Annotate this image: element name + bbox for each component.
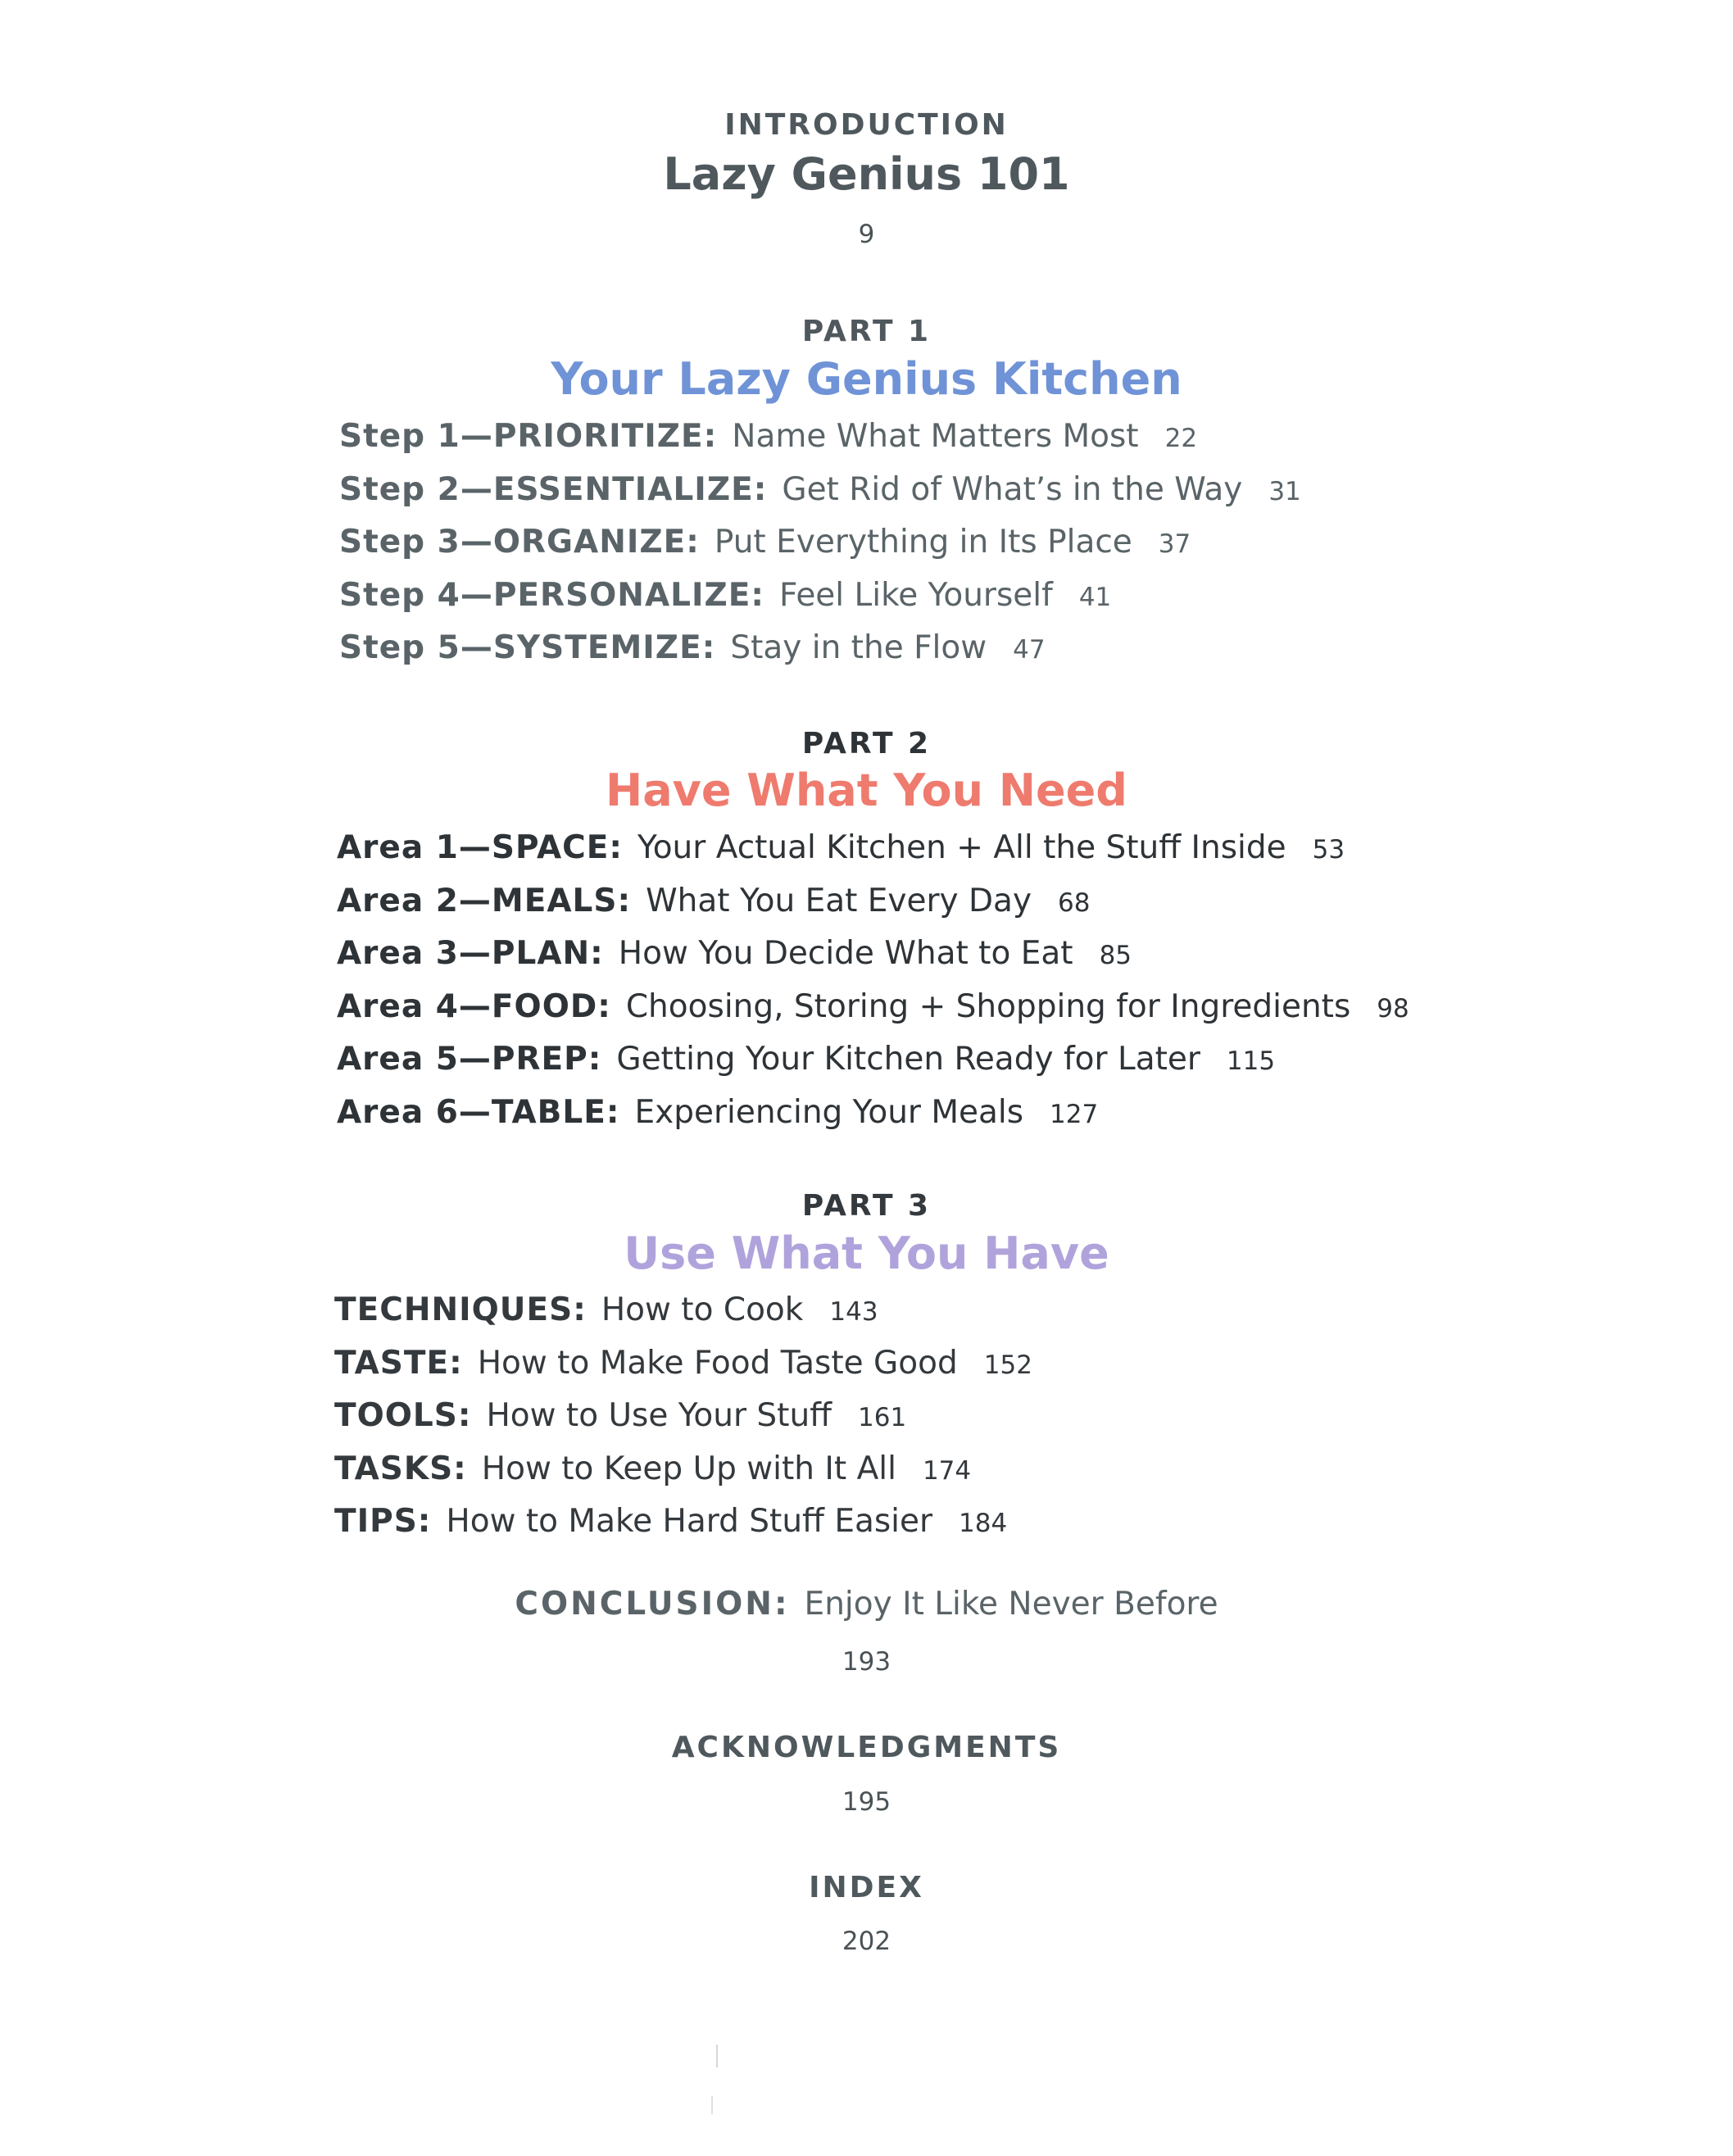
entry-label: Area 1—SPACE:: [337, 829, 624, 866]
part-2-entry-list: [337, 823, 1409, 1140]
entry-label: Step 5—SYSTEMIZE:: [339, 629, 716, 666]
toc-entry[interactable]: [337, 1034, 1409, 1087]
part-3-title: Use What You Have: [624, 1228, 1109, 1279]
entry-page-number: 37: [1158, 529, 1191, 559]
toc-entry[interactable]: [334, 1444, 1032, 1497]
introduction-title: Lazy Genius 101: [663, 148, 1070, 200]
entry-title: How to Cook: [601, 1291, 804, 1328]
entry-label: Area 3—PLAN:: [337, 935, 604, 972]
entry-label: TOOLS:: [334, 1397, 472, 1434]
scan-mark: [711, 2096, 713, 2114]
conclusion-title: Enjoy It Like Never Before: [804, 1586, 1218, 1623]
entry-page-number: 85: [1099, 941, 1132, 970]
entry-page-number: 22: [1164, 424, 1198, 453]
toc-entry[interactable]: [337, 823, 1409, 876]
toc-entry[interactable]: [339, 570, 1301, 624]
entry-label: TECHNIQUES:: [334, 1291, 587, 1328]
entry-title: How to Make Hard Stuff Easier: [446, 1503, 933, 1540]
entry-title: Get Rid of What’s in the Way: [782, 470, 1243, 508]
toc-entry[interactable]: [339, 623, 1301, 676]
entry-title: Your Actual Kitchen + All the Stuff Inside: [637, 829, 1286, 866]
acknowledgments-label[interactable]: ACKNOWLEDGMENTS: [671, 1731, 1062, 1764]
toc-entry[interactable]: [337, 876, 1409, 929]
entry-label: Area 2—MEALS:: [337, 882, 632, 919]
entry-page-number: 98: [1377, 993, 1409, 1024]
part-2-label: PART 2: [801, 727, 932, 760]
entry-label: TIPS:: [334, 1503, 432, 1540]
index-page-number: 202: [842, 1927, 891, 1956]
entry-title: Name What Matters Most: [732, 418, 1139, 455]
entry-label: Step 1—PRIORITIZE:: [339, 418, 718, 455]
conclusion-label: CONCLUSION:: [515, 1586, 790, 1623]
entry-label: Area 5—PREP:: [337, 1041, 602, 1078]
toc-entry[interactable]: [334, 1338, 1032, 1391]
entry-label: Area 6—TABLE:: [337, 1093, 620, 1131]
entry-page-number: 53: [1312, 835, 1345, 865]
entry-label: TASTE:: [334, 1344, 463, 1382]
toc-entry[interactable]: [334, 1496, 1032, 1550]
part-1-label: PART 1: [801, 315, 932, 348]
entry-page-number: 68: [1058, 887, 1091, 918]
part-3-entry-list: [334, 1285, 1032, 1550]
part-2-title: Have What You Need: [606, 765, 1127, 816]
toc-entry[interactable]: [337, 928, 1409, 982]
part-1-entry-list: [339, 411, 1301, 676]
toc-entry[interactable]: [334, 1391, 1032, 1444]
entry-page-number: 161: [858, 1403, 907, 1432]
entry-label: Area 4—FOOD:: [337, 987, 611, 1025]
entry-page-number: 115: [1226, 1046, 1276, 1076]
entry-title: How to Keep Up with It All: [481, 1450, 896, 1487]
index-label[interactable]: INDEX: [809, 1871, 924, 1904]
toc-entry[interactable]: [334, 1285, 1032, 1338]
toc-entry[interactable]: [339, 411, 1301, 465]
entry-page-number: 184: [959, 1509, 1008, 1538]
entry-label: Step 2—ESSENTIALIZE:: [339, 470, 768, 508]
entry-page-number: 47: [1013, 635, 1046, 665]
entry-title: How You Decide What to Eat: [618, 935, 1073, 972]
toc-entry[interactable]: [339, 517, 1301, 570]
entry-title: How to Make Food Taste Good: [477, 1344, 958, 1382]
entry-title: Stay in the Flow: [730, 629, 987, 666]
entry-title: Put Everything in Its Place: [714, 524, 1132, 561]
toc-entry[interactable]: [337, 982, 1409, 1035]
entry-title: Experiencing Your Meals: [634, 1093, 1024, 1131]
entry-page-number: 174: [922, 1455, 972, 1486]
entry-title: Getting Your Kitchen Ready for Later: [616, 1041, 1200, 1078]
introduction-page-number: 9: [858, 220, 875, 249]
part-3-label: PART 3: [801, 1189, 932, 1223]
entry-label: TASKS:: [334, 1450, 467, 1487]
entry-title: How to Use Your Stuff: [486, 1397, 832, 1434]
toc-entry[interactable]: [337, 1087, 1409, 1141]
entry-title: Feel Like Yourself: [779, 576, 1053, 614]
conclusion-page-number: 193: [842, 1647, 891, 1677]
entry-page-number: 152: [983, 1350, 1032, 1380]
conclusion-entry[interactable]: [0, 1582, 1733, 1627]
entry-page-number: 41: [1078, 582, 1112, 612]
introduction-label: INTRODUCTION: [724, 108, 1009, 142]
entry-page-number: 127: [1050, 1099, 1099, 1129]
entry-label: Step 3—ORGANIZE:: [339, 524, 700, 561]
entry-page-number: 31: [1268, 476, 1301, 506]
part-1-title: Your Lazy Genius Kitchen: [551, 353, 1182, 405]
entry-title: What You Eat Every Day: [646, 882, 1032, 919]
scan-mark: [716, 2045, 718, 2067]
acknowledgments-page-number: 195: [842, 1787, 891, 1817]
entry-page-number: 143: [829, 1297, 878, 1327]
entry-label: Step 4—PERSONALIZE:: [339, 576, 765, 614]
entry-title: Choosing, Storing + Shopping for Ingredients: [625, 987, 1351, 1025]
toc-entry[interactable]: [339, 465, 1301, 518]
